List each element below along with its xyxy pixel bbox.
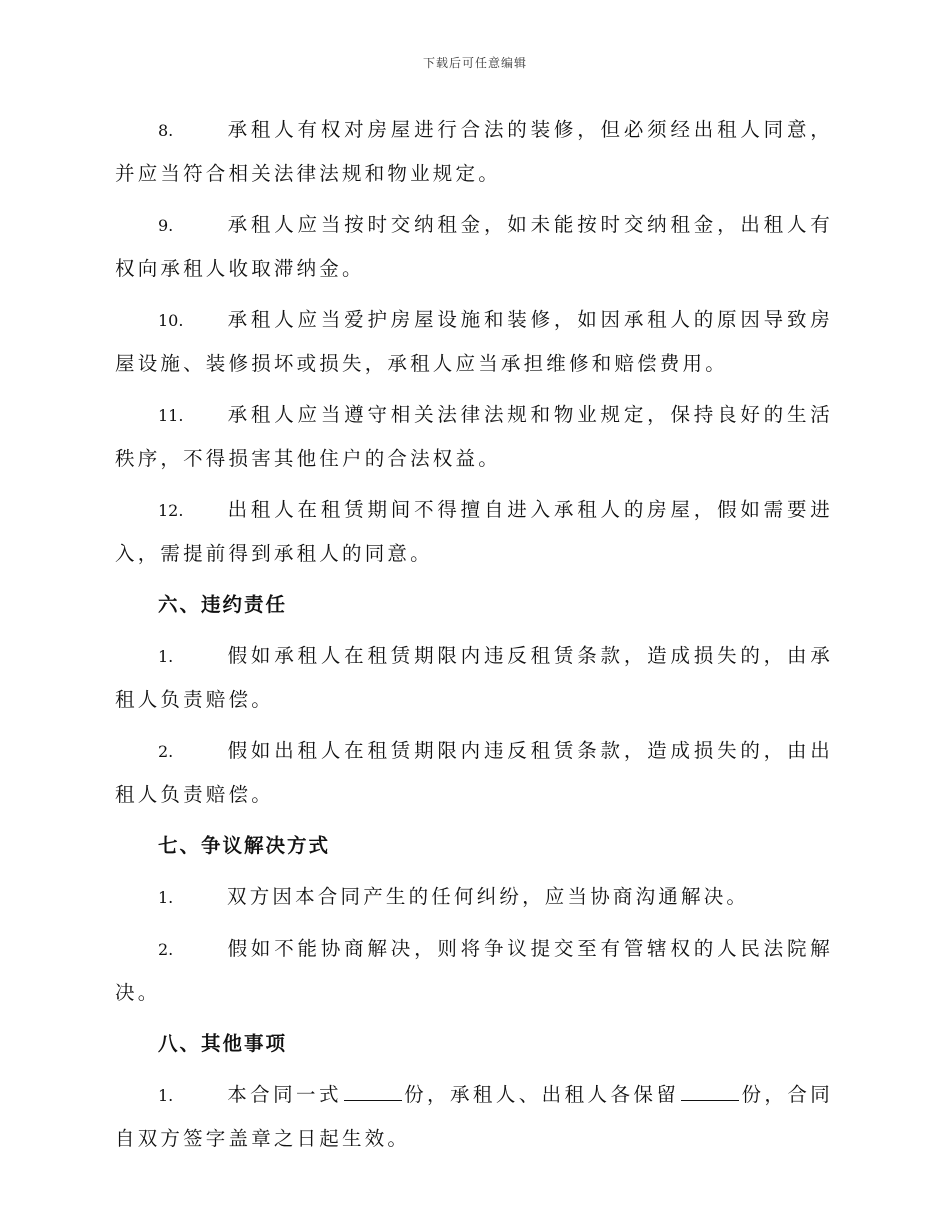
clause-number: 2.	[158, 742, 174, 761]
clause-number: 10.	[158, 311, 184, 330]
clause-text: 假如不能协商解决，则将争议提交至有管辖权的人民法院解决。	[115, 937, 833, 1004]
dispute-clause-1	[115, 875, 833, 919]
clause-number: 12.	[158, 501, 184, 520]
clause-number: 1.	[158, 888, 174, 907]
clause-text-part: 本合同一式	[227, 1083, 342, 1106]
breach-clause-1	[115, 634, 833, 721]
section-heading-dispute: 七、争议解决方式	[158, 834, 331, 857]
clause-number: 11.	[158, 406, 184, 425]
clause-text: 承租人应当遵守相关法律法规和物业规定，保持良好的生活秩序，不得损害其他住户的合法权益。	[115, 403, 833, 470]
clause-number: 1.	[158, 647, 174, 666]
clause-12	[115, 488, 833, 575]
breach-clause-2	[115, 729, 833, 816]
clause-9	[115, 203, 833, 290]
clause-number: 9.	[158, 216, 174, 235]
copies-total-blank	[344, 1082, 402, 1101]
clause-text: 双方因本合同产生的任何纠纷，应当协商沟通解决。	[227, 885, 750, 908]
clause-text: 承租人有权对房屋进行合法的装修，但必须经出租人同意，并应当符合相关法律法规和物业规定。	[115, 118, 833, 185]
other-clause-1	[115, 1073, 833, 1160]
section-heading-other: 八、其他事项	[158, 1032, 288, 1055]
copies-each-blank	[681, 1082, 739, 1101]
clause-10	[115, 298, 833, 385]
clause-text-part: 份，承租人、出租人各保留	[403, 1083, 680, 1106]
clause-text: 出租人在租赁期间不得擅自进入承租人的房屋，假如需要进入，需提前得到承租人的同意。	[115, 498, 833, 565]
clause-8	[115, 108, 833, 195]
page-header: 下载后可任意编辑	[422, 56, 527, 70]
dispute-clause-2	[115, 927, 833, 1014]
section-heading-breach: 六、违约责任	[158, 593, 288, 616]
clause-number: 1.	[158, 1086, 174, 1105]
clause-text: 假如出租人在租赁期限内违反租赁条款，造成损失的，由出租人负责赔偿。	[115, 739, 833, 806]
clause-text: 假如承租人在租赁期限内违反租赁条款，造成损失的，由承租人负责赔偿。	[115, 644, 833, 711]
clause-text: 承租人应当按时交纳租金，如未能按时交纳租金，出租人有权向承租人收取滞纳金。	[115, 213, 833, 280]
clause-number: 2.	[158, 940, 174, 959]
clause-text: 承租人应当爱护房屋设施和装修，如因承租人的原因导致房屋设施、装修损坏或损失，承租人应当承担维修和赔偿费用。	[115, 308, 833, 375]
clause-number: 8.	[158, 121, 174, 140]
document-body	[115, 108, 833, 1168]
clause-text-part: 份，合同自双方签字盖章之日起生效。	[115, 1083, 833, 1150]
clause-11	[115, 393, 833, 480]
